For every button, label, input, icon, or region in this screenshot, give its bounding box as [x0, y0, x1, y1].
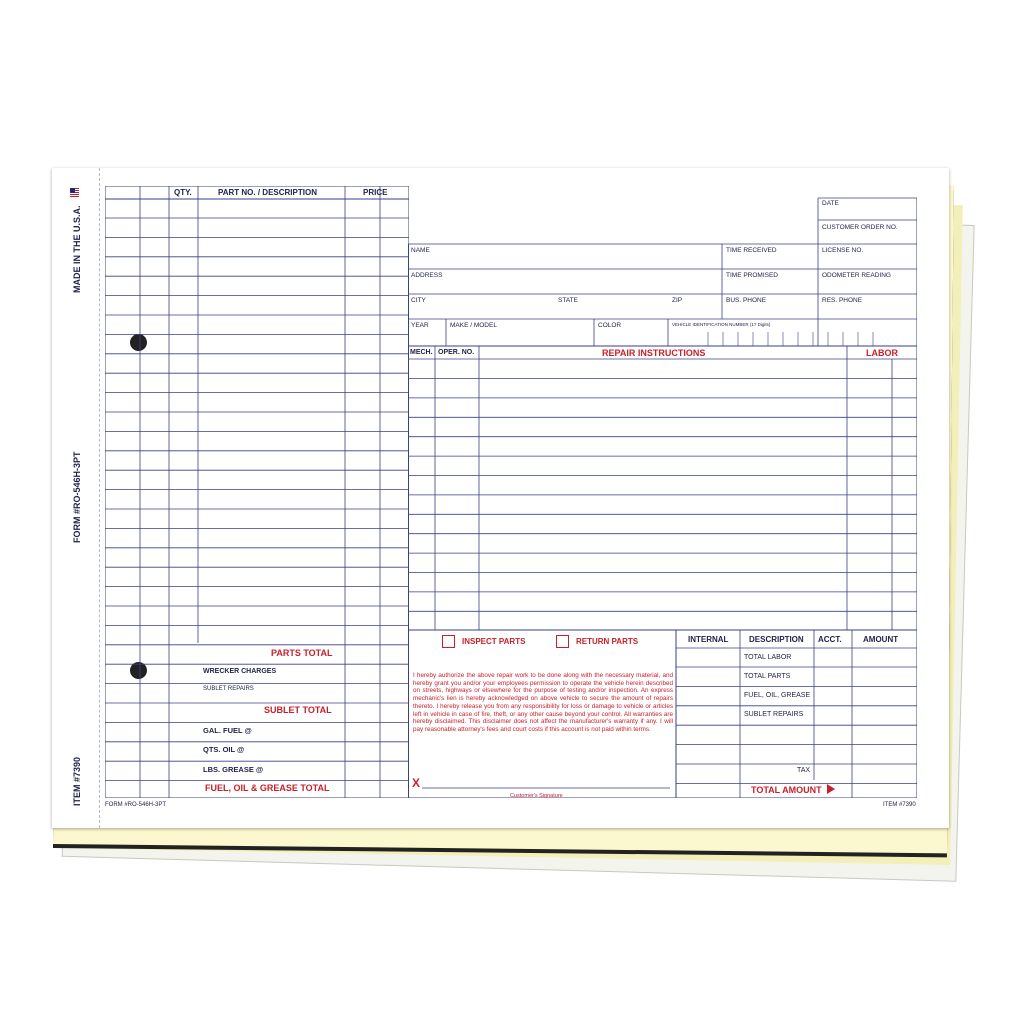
inspect-parts-checkbox[interactable]	[442, 635, 455, 648]
time-promised-label: TIME PROMISED	[726, 272, 779, 279]
inspect-parts-label: INSPECT PARTS	[462, 637, 526, 646]
total-parts-label: TOTAL PARTS	[744, 673, 791, 680]
wrecker-charges-label: WRECKER CHARGES	[203, 668, 277, 675]
sublet-total-label: SUBLET TOTAL	[264, 705, 332, 715]
total-amount-row	[751, 784, 835, 795]
repair-order-form	[52, 168, 949, 828]
repair-instructions-title: REPAIR INSTRUCTIONS	[602, 348, 706, 358]
customer-order-label: CUSTOMER ORDER NO.	[822, 224, 898, 231]
odometer-label: ODOMETER READING	[822, 272, 891, 279]
year-field-label: YEAR	[411, 322, 429, 329]
footer-form-number: FORM #RO-546H-3PT	[105, 802, 167, 808]
acct-header: ACCT.	[818, 635, 842, 644]
labor-header: LABOR	[866, 348, 898, 358]
form-number-vertical: FORM #RO-546H-3PT	[72, 451, 82, 543]
fuel-oil-grease-summary-label: FUEL, OIL, GREASE	[744, 692, 811, 699]
bus-phone-label: BUS. PHONE	[726, 297, 767, 304]
address-field-label: ADDRESS	[411, 272, 443, 279]
mech-header: MECH.	[410, 349, 433, 356]
name-field-label: NAME	[411, 247, 430, 254]
total-amount-label: TOTAL AMOUNT	[751, 785, 822, 795]
fuel-oil-grease-total-label: FUEL, OIL & GREASE TOTAL	[205, 783, 330, 793]
signature-caption: Customer's Signature	[510, 793, 563, 799]
arrow-right-icon	[827, 784, 835, 794]
repair-section	[408, 186, 917, 798]
state-field-label: STATE	[558, 297, 578, 304]
return-parts-checkbox[interactable]	[556, 635, 569, 648]
authorization-text: I hereby authorize the above repair work to be done along with the necessary material, and hereby grant you and/or your employees permission to operate the vehicle herein described on streets, highways or elsewhere for the purpose of testing and/or inspection. An express mechanic's lien is hereby acknowledged on above vehicle to secure the amount of repairs thereto. I hereby release you from any responsibility for loss or damage to vehicle or articles left in vehicle in case of fire, theft, or any other cause beyond your control. All warranties are hereby disclaimed. This disclaimer does not affect the manufacturer's warranty if any. I will pay reasonable attorney's fees and court costs if this account is not paid within terms.	[413, 672, 673, 733]
date-field-label: DATE	[822, 200, 839, 207]
total-labor-label: TOTAL LABOR	[744, 654, 792, 661]
res-phone-label: RES. PHONE	[822, 297, 863, 304]
parts-grid	[105, 186, 409, 798]
internal-header: INTERNAL	[688, 635, 729, 644]
price-header: PRICE	[363, 188, 388, 197]
sublet-repairs-summary-label: SUBLET REPAIRS	[744, 711, 804, 718]
customer-signature-line[interactable]	[424, 786, 669, 794]
vin-label: VEHICLE IDENTIFICATION NUMBER (17 Digits)	[672, 322, 771, 327]
parts-total-label: PARTS TOTAL	[271, 648, 333, 658]
signature-x-mark: X	[412, 776, 421, 790]
license-label: LICENSE NO.	[822, 247, 864, 254]
item-number-vertical: ITEM #7390	[72, 756, 82, 806]
color-field-label: COLOR	[598, 322, 622, 329]
footer-item-number: ITEM #7390	[883, 802, 916, 808]
zip-field-label: ZIP	[672, 297, 683, 304]
sublet-repairs-label: SUBLET REPAIRS	[203, 686, 254, 692]
tax-label: TAX	[797, 767, 811, 774]
description-header: DESCRIPTION	[749, 635, 804, 644]
gal-fuel-label: GAL. FUEL @	[203, 726, 252, 735]
usa-flag-icon	[70, 188, 79, 197]
city-field-label: CITY	[411, 297, 426, 304]
lbs-grease-label: LBS. GREASE @	[203, 765, 264, 774]
amount-header: AMOUNT	[863, 635, 899, 644]
part-description-header: PART NO. / DESCRIPTION	[218, 188, 317, 197]
perforation-line	[99, 168, 100, 828]
time-received-label: TIME RECEIVED	[726, 247, 777, 254]
return-parts-label: RETURN PARTS	[576, 637, 639, 646]
make-model-label: MAKE / MODEL	[450, 322, 497, 329]
parts-section	[105, 186, 409, 798]
qty-header: QTY.	[174, 188, 192, 197]
oper-no-header: OPER. NO.	[438, 349, 475, 356]
made-in-usa-label: MADE IN THE U.S.A.	[72, 205, 82, 293]
qts-oil-label: QTS. OIL @	[203, 745, 245, 754]
